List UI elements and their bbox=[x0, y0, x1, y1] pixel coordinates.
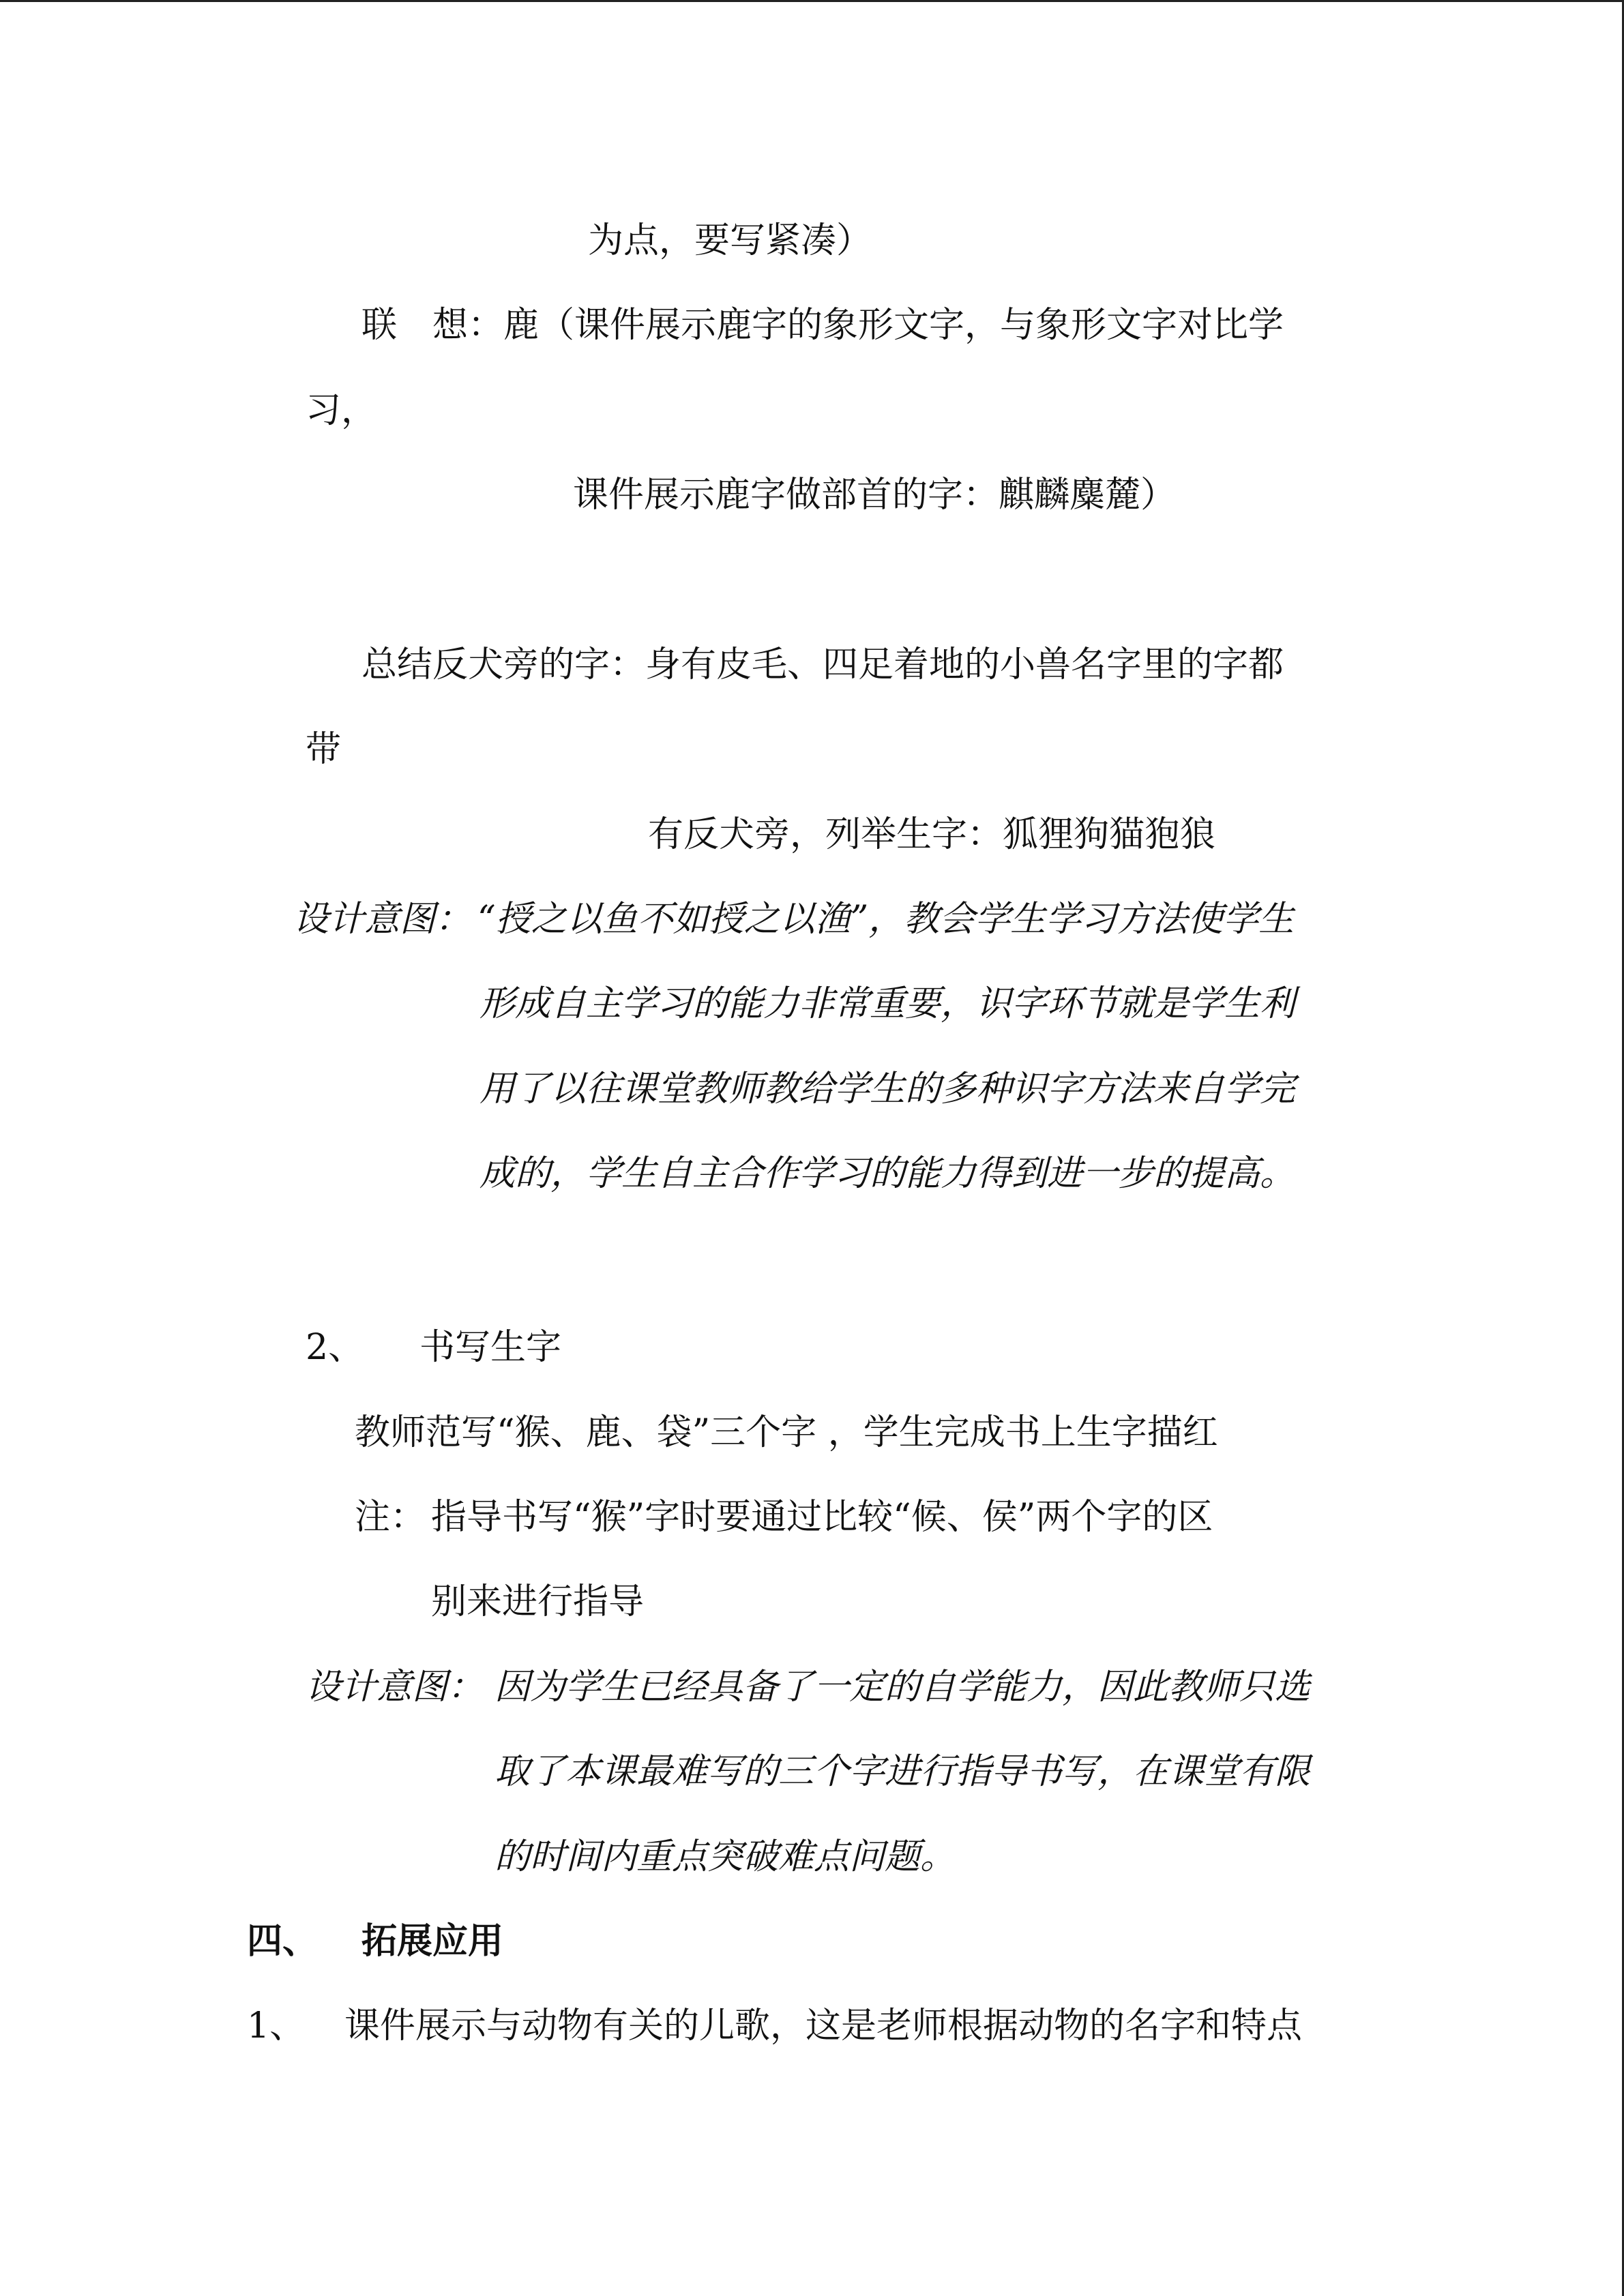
note-label: 注： bbox=[355, 1497, 426, 1538]
text-line: 有反犬旁，列举生字：狐狸狗猫狍狼 bbox=[648, 814, 1216, 855]
design-intent-line: 因为学生已经具备了一定的自学能力，因此教师只选 bbox=[494, 1667, 1311, 1708]
section-four-title: 拓展应用 bbox=[361, 1920, 504, 1962]
teacher-line: 教师范写“猴、鹿、袋”三个字 ，学生完成书上生字描红 bbox=[355, 1412, 1218, 1453]
design-intent-label: 设计意图： bbox=[306, 1667, 484, 1708]
text-line: 为点，要写紧凑） bbox=[588, 220, 872, 261]
text-line: 带 bbox=[306, 729, 342, 770]
section-four-number: 四、 bbox=[247, 1920, 319, 1962]
note-line: 指导书写“猴”字时要通过比较“候、侯”两个字的区 bbox=[431, 1497, 1213, 1538]
page-top-border bbox=[0, 0, 1624, 2]
design-intent-line: 用了以往课堂教师教给学生的多种识字方法来自学完 bbox=[479, 1069, 1296, 1109]
design-intent-line: 的时间内重点突破难点问题。 bbox=[494, 1836, 956, 1877]
design-intent-line: 形成自主学习的能力非常重要，识字环节就是学生利 bbox=[479, 983, 1296, 1024]
design-intent-line: “授之以鱼不如授之以渔”，教会学生学习方法使学生 bbox=[477, 899, 1295, 940]
text-line: 联 想：鹿（课件展示鹿字的象形文字，与象形文字对比学 bbox=[361, 305, 1284, 346]
section-title: 书写生字 bbox=[419, 1327, 562, 1368]
note-line: 别来进行指导 bbox=[431, 1581, 645, 1622]
design-intent-line: 成的，学生自主合作学习的能力得到进一步的提高。 bbox=[479, 1153, 1296, 1194]
design-intent-line: 取了本课最难写的三个字进行指导书写，在课堂有限 bbox=[494, 1751, 1311, 1792]
text-line: 习， bbox=[306, 390, 377, 431]
item-one-number: 1、 bbox=[247, 2006, 306, 2046]
item-one-text: 课件展示与动物有关的儿歌，这是老师根据动物的名字和特点 bbox=[344, 2006, 1303, 2046]
design-intent-label: 设计意图： bbox=[293, 899, 471, 940]
text-line: 总结反犬旁的字：身有皮毛、四足着地的小兽名字里的字都 bbox=[361, 644, 1284, 685]
section-number: 2、 bbox=[306, 1327, 364, 1368]
text-line: 课件展示鹿字做部首的字：麒麟麋麓） bbox=[573, 475, 1177, 516]
